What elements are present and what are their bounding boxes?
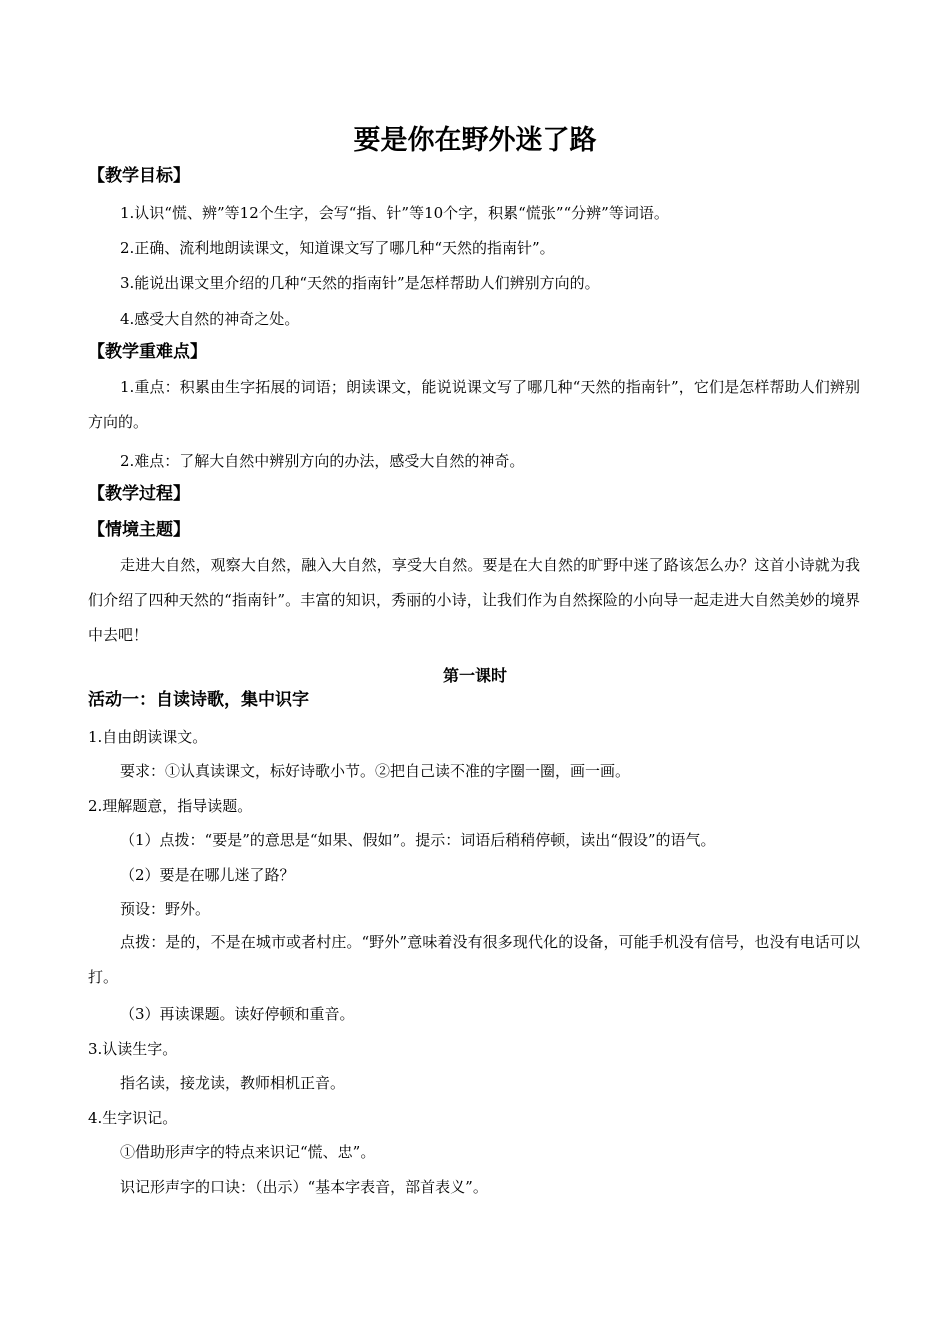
objective-item-2: 2.正确、流利地朗读课文，知道课文写了哪几种“天然的指南针”。 — [120, 239, 555, 257]
step-2-explanation: 点拨：是的，不是在城市或者村庄。“野外”意味着没有很多现代化的设备，可能手机没有信号，也没有电话可以打。 — [88, 933, 860, 986]
key-point-focus: 1.重点：积累由生字拓展的词语；朗读课文，能说说课文写了哪几种“天然的指南针”，它们是怎样帮助人们辨别方向的。 — [88, 378, 860, 431]
objectives-heading: 【教学目标】 — [88, 166, 190, 186]
document-title: 要是你在野外迷了路 — [353, 125, 597, 156]
step-3: 3.认读生字。 — [88, 1040, 178, 1058]
objective-item-3: 3.能说出课文里介绍的几种“天然的指南针”是怎样帮助人们辨别方向的。 — [120, 274, 600, 292]
lesson-heading: 第一课时 — [442, 666, 507, 685]
objective-item-1: 1.认识“慌、辨”等12个生字，会写“指、针”等10个字，积累“慌张”“分辨”等词语。 — [120, 204, 669, 222]
step-2-preset: 预设：野外。 — [120, 900, 211, 918]
step-1-requirement: 要求：①认真读课文，标好诗歌小节。②把自己读不准的字圈一圈，画一画。 — [120, 762, 631, 780]
step-2-hint-a: （1）点拨：“要是”的意思是“如果、假如”。提示：词语后稍稍停顿，读出“假设”的语气。 — [120, 831, 716, 849]
objective-item-4: 4.感受大自然的神奇之处。 — [120, 310, 300, 328]
step-1: 1.自由朗读课文。 — [88, 728, 208, 746]
step-4: 4.生字识记。 — [88, 1109, 178, 1127]
step-2-reread-c: （3）再读课题。读好停顿和重音。 — [120, 1005, 355, 1023]
activity-1-heading: 活动一：自读诗歌，集中识字 — [88, 690, 309, 710]
step-2: 2.理解题意，指导读题。 — [88, 797, 253, 815]
step-4-method: ①借助形声字的特点来识记“慌、忠”。 — [120, 1143, 376, 1161]
theme-heading: 【情境主题】 — [88, 520, 190, 540]
key-point-difficulty: 2.难点：了解大自然中辨别方向的办法，感受大自然的神奇。 — [120, 452, 525, 470]
process-heading: 【教学过程】 — [88, 484, 190, 504]
step-4-mnemonic: 识记形声字的口诀：（出示）“基本字表音，部首表义”。 — [120, 1178, 488, 1196]
key-points-heading: 【教学重难点】 — [88, 342, 207, 362]
step-2-question-b: （2）要是在哪儿迷了路？ — [120, 866, 295, 884]
step-3-detail: 指名读，接龙读，教师相机正音。 — [120, 1074, 346, 1092]
theme-text: 走进大自然，观察大自然，融入大自然，享受大自然。要是在大自然的旷野中迷了路该怎么办？这首小诗就为我们介绍了四种天然的“指南针”。丰富的知识，秀丽的小诗，让我们作为自然探险的小向导一起走进大自然美妙的境界中去吧！ — [88, 556, 860, 644]
